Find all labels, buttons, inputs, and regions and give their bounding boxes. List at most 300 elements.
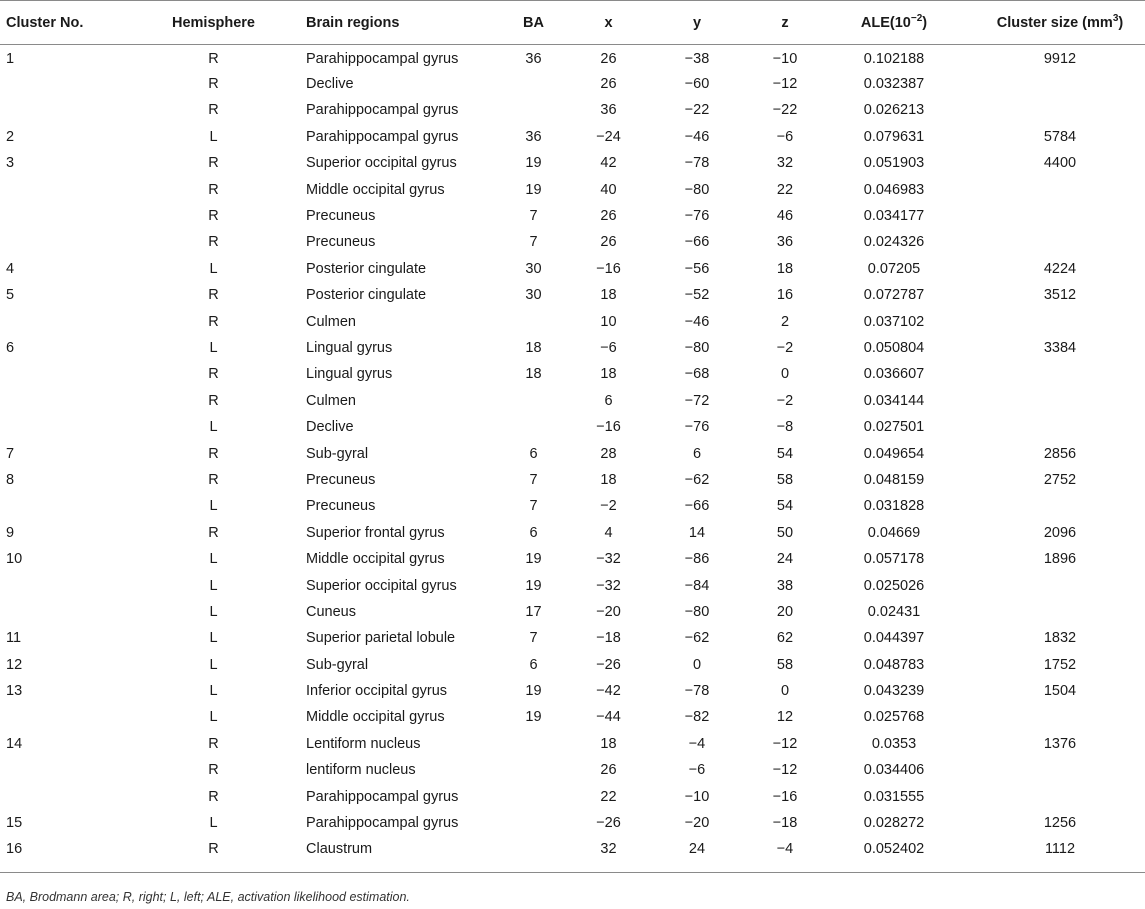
cell-ale: 0.051903 [863, 155, 925, 172]
table-row [0, 203, 1145, 229]
cell-y: −80 [684, 339, 710, 356]
table-row [0, 414, 1145, 440]
cell-x: 40 [600, 181, 617, 198]
cell-cluster-size [958, 414, 1145, 440]
cell-region: Superior occipital gyrus [306, 155, 457, 172]
cell-ale: 0.07205 [867, 260, 921, 277]
cell-ale: 0.072787 [863, 287, 925, 304]
cell-region: lentiform nucleus [306, 762, 416, 779]
cell-region: Precuneus [306, 234, 376, 251]
header-row [0, 1, 1145, 45]
header-cluster-size [958, 1, 1145, 45]
cell-ba: 19 [525, 551, 542, 568]
cell-hemisphere: L [209, 339, 218, 356]
cell-ale: 0.037102 [863, 313, 925, 330]
cell-cluster [0, 572, 138, 598]
cell-cluster-size: 1832 [1043, 630, 1077, 647]
cell-cluster: 15 [6, 815, 23, 832]
cell-z: −12 [772, 762, 798, 779]
cell-cluster-size [958, 229, 1145, 255]
cell-y: 24 [688, 841, 706, 858]
cell-ale: 0.034144 [863, 392, 925, 409]
cell-ba [504, 836, 563, 862]
cell-ba: 19 [525, 577, 542, 594]
cell-x: 26 [600, 76, 617, 93]
cell-y: −66 [684, 498, 710, 515]
table-row [0, 520, 1145, 546]
header-region: Brain regions [289, 1, 504, 45]
cell-region: Parahippocampal gyrus [306, 815, 459, 832]
cell-hemisphere: R [208, 155, 219, 172]
table-row [0, 150, 1145, 176]
cell-y: 0 [692, 656, 702, 673]
rule-cell [830, 863, 958, 873]
cell-z: −4 [776, 841, 794, 858]
cell-hemisphere: R [208, 524, 219, 541]
table-header [0, 1, 1145, 45]
cell-y: −60 [684, 76, 710, 93]
cell-ba: 7 [529, 471, 538, 488]
cell-cluster: 11 [6, 630, 22, 647]
cell-x: 22 [600, 788, 617, 805]
cell-y: −66 [684, 234, 710, 251]
table-row [0, 256, 1145, 282]
cell-region: Parahippocampal gyrus [306, 128, 459, 145]
cell-hemisphere: L [209, 603, 218, 620]
cell-hemisphere: R [208, 208, 219, 225]
cell-hemisphere: L [209, 551, 218, 568]
cell-x: −42 [596, 683, 621, 700]
cell-x: 32 [600, 841, 617, 858]
cell-x: −16 [596, 419, 621, 436]
header-size-exponent: 3 [1112, 12, 1119, 24]
cell-hemisphere: L [209, 577, 218, 594]
cell-ale: 0.025026 [863, 577, 925, 594]
cell-region: Superior occipital gyrus [306, 577, 457, 594]
cell-cluster-size [958, 176, 1145, 202]
rule-cell [0, 863, 138, 873]
cell-ale: 0.024326 [863, 234, 925, 251]
table-row [0, 678, 1145, 704]
cell-cluster-size [958, 493, 1145, 519]
cell-ba: 36 [525, 51, 542, 68]
cell-z: 32 [776, 155, 794, 172]
cell-cluster-size [958, 388, 1145, 414]
cell-x: 4 [604, 524, 613, 541]
cell-y: −46 [684, 128, 710, 145]
cell-cluster: 8 [6, 471, 15, 488]
cell-z: 20 [776, 603, 794, 620]
cell-hemisphere: R [208, 102, 219, 119]
cell-ba [504, 71, 563, 97]
cell-ba: 19 [525, 709, 542, 726]
cell-y: −20 [684, 815, 710, 832]
cell-y: −38 [684, 51, 710, 68]
cell-y: −22 [684, 102, 710, 119]
cell-z: 62 [776, 630, 794, 647]
cell-z: 46 [776, 208, 794, 225]
cell-cluster-size [958, 97, 1145, 123]
cell-cluster: 1 [6, 51, 15, 68]
cell-y: −72 [684, 392, 710, 409]
cell-x: 26 [600, 234, 617, 251]
cell-y: −82 [684, 709, 710, 726]
cell-ale: 0.027501 [863, 419, 925, 436]
cell-x: 26 [600, 762, 617, 779]
table-row [0, 599, 1145, 625]
cell-y: −62 [684, 630, 710, 647]
cell-x: −6 [600, 339, 617, 356]
table-row [0, 572, 1145, 598]
cell-hemisphere: R [208, 445, 219, 462]
cell-y: −78 [684, 155, 710, 172]
rule-cell [138, 863, 289, 873]
cell-cluster [0, 783, 138, 809]
cell-ba: 18 [525, 339, 542, 356]
cell-z: 36 [776, 234, 794, 251]
cell-z: 12 [776, 709, 794, 726]
cell-x: 26 [600, 208, 617, 225]
cell-cluster-size: 4224 [1043, 260, 1077, 277]
cell-y: −68 [684, 366, 710, 383]
cell-region: Sub-gyral [306, 656, 369, 673]
cell-cluster-size: 3512 [1043, 287, 1077, 304]
cell-hemisphere: L [209, 709, 218, 726]
cell-ba: 19 [525, 181, 542, 198]
cell-x: 18 [600, 735, 617, 752]
cell-z: −6 [776, 128, 794, 145]
cell-ale: 0.052402 [863, 841, 925, 858]
cell-x: −24 [596, 128, 621, 145]
cell-ale: 0.032387 [863, 76, 925, 93]
rule-cell [504, 863, 563, 873]
cell-cluster-size: 1504 [1043, 683, 1077, 700]
cell-cluster [0, 388, 138, 414]
cell-ba [504, 810, 563, 836]
cell-cluster: 9 [6, 524, 15, 541]
table-row [0, 388, 1145, 414]
cell-ba [504, 414, 563, 440]
cell-cluster-size: 4400 [1043, 155, 1077, 172]
header-ba: BA [504, 1, 563, 45]
cell-y: −80 [684, 181, 710, 198]
cell-cluster [0, 757, 138, 783]
table-row [0, 731, 1145, 757]
cell-ale: 0.025768 [863, 709, 925, 726]
cell-ba: 6 [529, 656, 538, 673]
cell-cluster-size: 1112 [1044, 841, 1076, 858]
cell-z: 0 [780, 366, 790, 383]
cell-cluster: 14 [6, 735, 23, 752]
cell-hemisphere: R [208, 788, 219, 805]
cell-z: −8 [776, 419, 794, 436]
rule-cell [654, 863, 740, 873]
header-ale [830, 1, 958, 45]
cell-y: −62 [684, 471, 710, 488]
cell-z: −22 [772, 102, 798, 119]
cell-hemisphere: R [208, 234, 219, 251]
cell-ba [504, 388, 563, 414]
cell-x: −32 [596, 577, 621, 594]
cell-y: −4 [688, 735, 706, 752]
cell-region: Middle occipital gyrus [306, 709, 445, 726]
cell-ale: 0.102188 [863, 51, 925, 68]
cell-cluster-size [958, 308, 1145, 334]
header-hemisphere: Hemisphere [138, 1, 289, 45]
cell-y: −80 [684, 603, 710, 620]
cell-z: 54 [776, 445, 794, 462]
cell-ale: 0.043239 [863, 683, 925, 700]
cell-region: Middle occipital gyrus [306, 181, 445, 198]
table-row [0, 757, 1145, 783]
cell-region: Precuneus [306, 498, 376, 515]
table-row [0, 440, 1145, 466]
cell-ba [504, 783, 563, 809]
cell-y: 6 [692, 445, 702, 462]
cell-z: −10 [772, 51, 798, 68]
cell-hemisphere: R [208, 287, 219, 304]
cell-hemisphere: R [208, 471, 219, 488]
cell-y: −84 [684, 577, 710, 594]
cell-ale: 0.04669 [867, 524, 921, 541]
cell-cluster-size [958, 599, 1145, 625]
cell-cluster-size [958, 203, 1145, 229]
cell-ale: 0.02431 [867, 603, 921, 620]
cell-y: −46 [684, 313, 710, 330]
cell-y: −76 [684, 208, 710, 225]
cell-cluster-size: 2752 [1043, 471, 1077, 488]
cell-region: Parahippocampal gyrus [306, 51, 459, 68]
cell-cluster [0, 361, 138, 387]
cell-region: Inferior occipital gyrus [306, 683, 448, 700]
cell-region: Claustrum [306, 841, 373, 858]
cell-ale: 0.046983 [863, 181, 925, 198]
cell-x: 18 [600, 471, 617, 488]
rule-cell [563, 863, 654, 873]
cell-hemisphere: L [209, 260, 218, 277]
cell-cluster-size: 2856 [1043, 445, 1077, 462]
cell-hemisphere: L [209, 419, 218, 436]
cell-y: −78 [684, 683, 710, 700]
cell-cluster-size [958, 71, 1145, 97]
cell-z: 50 [776, 524, 794, 541]
cell-cluster: 13 [6, 683, 23, 700]
table-body [0, 45, 1145, 873]
cell-region: Precuneus [306, 208, 376, 225]
table-row [0, 546, 1145, 572]
cell-cluster [0, 97, 138, 123]
table-row [0, 361, 1145, 387]
cell-z: −18 [772, 815, 798, 832]
cell-region: Declive [306, 76, 354, 93]
cell-region: Declive [306, 419, 354, 436]
cell-z: 58 [776, 471, 794, 488]
cell-ale: 0.050804 [863, 339, 925, 356]
cell-y: −86 [684, 551, 710, 568]
cell-z: −16 [772, 788, 798, 805]
cell-region: Culmen [306, 392, 356, 409]
cell-z: −2 [776, 392, 794, 409]
table-row [0, 810, 1145, 836]
cell-cluster: 3 [6, 155, 15, 172]
cell-hemisphere: L [209, 630, 218, 647]
header-ale-prefix: ALE(10 [860, 14, 911, 31]
cell-x: 6 [604, 392, 613, 409]
cell-cluster [0, 203, 138, 229]
cell-x: −26 [596, 656, 621, 673]
cell-ba [504, 757, 563, 783]
cell-cluster-size: 3384 [1043, 339, 1077, 356]
table-row [0, 783, 1145, 809]
table-row [0, 71, 1145, 97]
cell-y: −56 [684, 260, 710, 277]
header-z: z [740, 1, 830, 45]
table-row [0, 176, 1145, 202]
cell-cluster-size: 5784 [1043, 128, 1077, 145]
cell-ale: 0.049654 [863, 445, 925, 462]
cell-x: 36 [600, 102, 617, 119]
header-size-prefix: Cluster size (mm [996, 14, 1113, 31]
cell-cluster-size [958, 757, 1145, 783]
cell-cluster: 10 [6, 551, 23, 568]
cell-ale: 0.036607 [863, 366, 925, 383]
rule-cell [740, 863, 830, 873]
table-row [0, 467, 1145, 493]
cell-cluster [0, 414, 138, 440]
table-row [0, 282, 1145, 308]
cell-region: Lingual gyrus [306, 339, 393, 356]
cell-cluster: 2 [6, 128, 15, 145]
cell-cluster [0, 229, 138, 255]
cell-x: 26 [600, 51, 617, 68]
cell-y: −6 [688, 762, 706, 779]
table-row [0, 625, 1145, 651]
cell-cluster-size: 9912 [1043, 51, 1077, 68]
cell-cluster-size [958, 704, 1145, 730]
cell-ba [504, 97, 563, 123]
cell-region: Sub-gyral [306, 445, 369, 462]
cell-cluster [0, 704, 138, 730]
cell-z: 16 [776, 287, 794, 304]
cell-cluster-size [958, 572, 1145, 598]
cell-z: 18 [776, 260, 794, 277]
cell-cluster: 4 [6, 260, 15, 277]
cell-ba: 17 [525, 603, 542, 620]
cell-ale: 0.079631 [863, 128, 925, 145]
cell-x: 42 [600, 155, 617, 172]
cell-ba [504, 731, 563, 757]
cell-hemisphere: R [208, 76, 219, 93]
cell-z: 22 [776, 181, 794, 198]
cell-region: Superior parietal lobule [306, 630, 456, 647]
cell-z: −12 [772, 76, 798, 93]
cell-cluster: 12 [6, 656, 23, 673]
cell-cluster-size [958, 783, 1145, 809]
cell-hemisphere: R [208, 181, 219, 198]
cell-region: Parahippocampal gyrus [306, 102, 459, 119]
cell-z: 2 [780, 313, 790, 330]
cell-ale: 0.026213 [863, 102, 925, 119]
rule-cell [958, 863, 1145, 873]
cell-region: Cuneus [306, 603, 356, 620]
table-bottom-rule [0, 863, 1145, 873]
cell-cluster [0, 308, 138, 334]
cell-ba: 30 [525, 260, 542, 277]
table-row [0, 493, 1145, 519]
cell-z: −12 [772, 735, 798, 752]
cell-hemisphere: L [209, 656, 218, 673]
cell-ale: 0.031828 [863, 498, 925, 515]
cell-x: 18 [600, 287, 617, 304]
cell-cluster: 7 [6, 445, 15, 462]
cell-x: 10 [600, 313, 617, 330]
cell-ba: 6 [529, 524, 538, 541]
cell-cluster [0, 71, 138, 97]
cell-region: Superior frontal gyrus [306, 524, 445, 541]
cell-hemisphere: L [209, 815, 218, 832]
cell-ale: 0.028272 [863, 815, 925, 832]
cell-z: −2 [776, 339, 794, 356]
table-row [0, 124, 1145, 150]
cell-x: −44 [596, 709, 621, 726]
cell-cluster-size [958, 361, 1145, 387]
cell-ba: 18 [525, 366, 542, 383]
cell-cluster: 5 [6, 287, 15, 304]
cell-ale: 0.048159 [863, 471, 925, 488]
cell-x: −18 [596, 630, 621, 647]
table-row [0, 836, 1145, 862]
cell-ale: 0.034406 [863, 762, 925, 779]
header-x: x [563, 1, 654, 45]
cell-hemisphere: L [209, 498, 218, 515]
table-row [0, 704, 1145, 730]
cell-z: 38 [776, 577, 794, 594]
cell-hemisphere: L [209, 128, 218, 145]
cell-cluster-size: 1752 [1043, 656, 1077, 673]
header-cluster: Cluster No. [0, 1, 138, 45]
cell-region: Precuneus [306, 471, 376, 488]
cell-cluster-size: 1376 [1043, 735, 1077, 752]
cell-cluster-size: 1896 [1043, 551, 1077, 568]
cell-cluster [0, 493, 138, 519]
cell-ba: 30 [525, 287, 542, 304]
header-size-suffix: ) [1118, 14, 1124, 31]
cell-hemisphere: R [208, 366, 219, 383]
table-row [0, 97, 1145, 123]
cell-ba: 7 [529, 630, 538, 647]
cell-ba: 36 [525, 128, 542, 145]
header-y: y [654, 1, 740, 45]
cell-ale: 0.031555 [863, 788, 925, 805]
cell-hemisphere: R [208, 762, 219, 779]
cell-region: Middle occipital gyrus [306, 551, 445, 568]
cell-cluster [0, 176, 138, 202]
cell-y: 14 [688, 524, 706, 541]
table-footnote: BA, Brodmann area; R, right; L, left; ALE, activation likelihood estimation. [6, 890, 410, 904]
cell-hemisphere: L [209, 683, 218, 700]
cell-hemisphere: R [208, 51, 219, 68]
cell-region: Posterior cingulate [306, 260, 427, 277]
cell-cluster: 16 [6, 841, 23, 858]
cell-x: −32 [596, 551, 621, 568]
cell-y: −10 [684, 788, 710, 805]
cell-ba: 19 [525, 155, 542, 172]
header-ale-suffix: ) [922, 14, 928, 31]
cell-region: Lentiform nucleus [306, 735, 421, 752]
table-row [0, 308, 1145, 334]
cell-region: Culmen [306, 313, 356, 330]
cell-cluster-size: 2096 [1043, 524, 1077, 541]
